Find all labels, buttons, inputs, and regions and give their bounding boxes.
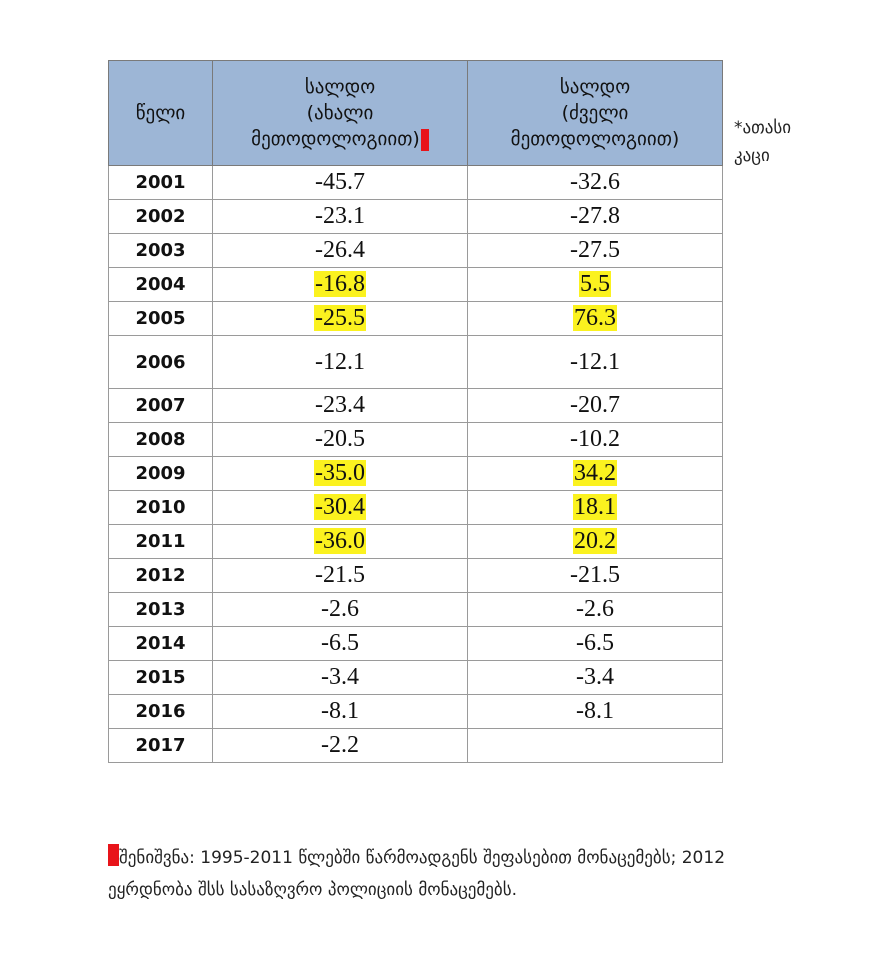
header-year: წელი — [109, 61, 213, 166]
old-methodology-cell — [468, 336, 723, 389]
header-new-methodology: სალდო (ახალი მეთოდოლოგიით) — [213, 61, 468, 166]
year-cell: 2010 — [109, 491, 213, 525]
table-row — [109, 525, 723, 559]
value-text: -23.4 — [315, 392, 365, 418]
year-cell: 2003 — [109, 234, 213, 268]
value-text: -3.4 — [576, 664, 614, 690]
new-methodology-cell — [213, 491, 468, 525]
value-text: -36.0 — [315, 528, 365, 554]
value-text: -35.0 — [315, 460, 365, 486]
footnote-line2 — [108, 874, 888, 906]
old-methodology-cell — [468, 627, 723, 661]
year-cell: 2013 — [109, 593, 213, 627]
value-text: -32.6 — [570, 169, 620, 195]
new-methodology-cell — [213, 457, 468, 491]
value-text: -10.2 — [570, 426, 620, 452]
old-methodology-cell — [468, 729, 723, 763]
new-methodology-cell — [213, 268, 468, 302]
old-methodology-cell — [468, 268, 723, 302]
migration-balance-table — [108, 60, 723, 763]
value-text: -12.1 — [570, 348, 620, 375]
new-methodology-cell — [213, 661, 468, 695]
year-cell: 2004 — [109, 268, 213, 302]
year-cell: 2016 — [109, 695, 213, 729]
table-row — [109, 593, 723, 627]
red-marker — [108, 844, 119, 866]
header-new-methodology-line3: მეთოდოლოგიით) — [251, 128, 420, 150]
footnote-line1 — [108, 842, 888, 874]
new-methodology-cell — [213, 336, 468, 389]
table-row — [109, 200, 723, 234]
old-methodology-cell — [468, 234, 723, 268]
year-cell: 2015 — [109, 661, 213, 695]
new-methodology-cell — [213, 200, 468, 234]
value-text: -45.7 — [315, 169, 365, 195]
value-text: -25.5 — [315, 305, 365, 331]
value-text: -23.1 — [315, 203, 365, 229]
table-row — [109, 302, 723, 336]
table-row — [109, 389, 723, 423]
table-row — [109, 627, 723, 661]
red-marker — [421, 129, 429, 151]
table-row — [109, 661, 723, 695]
table-row — [109, 268, 723, 302]
value-text: -30.4 — [315, 494, 365, 520]
table-row — [109, 336, 723, 389]
value-text: -21.5 — [570, 562, 620, 588]
value-text: -6.5 — [321, 630, 359, 656]
table-row — [109, 729, 723, 763]
year-cell: 2011 — [109, 525, 213, 559]
new-methodology-cell — [213, 302, 468, 336]
new-methodology-cell — [213, 593, 468, 627]
new-methodology-cell — [213, 729, 468, 763]
year-cell: 2017 — [109, 729, 213, 763]
old-methodology-cell — [468, 695, 723, 729]
value-text: -12.1 — [315, 348, 365, 375]
new-methodology-cell — [213, 695, 468, 729]
footnote-line1-text: შენიშვნა: 1995-2011 წლებში წარმოადგენს შეფასებით მონაცემებს; 2012 — [119, 848, 726, 868]
year-cell: 2005 — [109, 302, 213, 336]
year-cell: 2012 — [109, 559, 213, 593]
value-text: -26.4 — [315, 237, 365, 263]
value-text: -27.8 — [570, 203, 620, 229]
year-cell: 2007 — [109, 389, 213, 423]
value-text: -8.1 — [321, 698, 359, 724]
new-methodology-cell — [213, 166, 468, 200]
old-methodology-cell — [468, 525, 723, 559]
unit-note — [734, 114, 791, 170]
new-methodology-cell — [213, 627, 468, 661]
table-row — [109, 234, 723, 268]
year-cell: 2014 — [109, 627, 213, 661]
old-methodology-cell — [468, 593, 723, 627]
new-methodology-cell — [213, 423, 468, 457]
value-text: 76.3 — [574, 305, 616, 331]
value-text: -2.6 — [576, 596, 614, 622]
old-methodology-cell — [468, 166, 723, 200]
new-methodology-cell — [213, 559, 468, 593]
table-row — [109, 457, 723, 491]
table-row — [109, 423, 723, 457]
table-row — [109, 166, 723, 200]
unit-note-line1: *ათასი — [734, 118, 792, 138]
year-cell: 2006 — [109, 336, 213, 389]
table-body — [109, 166, 723, 763]
table-header-row — [109, 61, 723, 166]
value-text: -20.5 — [315, 426, 365, 452]
year-cell: 2001 — [109, 166, 213, 200]
value-text: -27.5 — [570, 237, 620, 263]
old-methodology-cell — [468, 389, 723, 423]
old-methodology-cell — [468, 457, 723, 491]
unit-note-line2: კაცი — [734, 146, 770, 166]
value-text: -16.8 — [315, 271, 365, 297]
value-text: 34.2 — [574, 460, 616, 486]
old-methodology-cell — [468, 661, 723, 695]
header-old-methodology: სალდო (ძველი მეთოდოლოგიით) — [468, 61, 723, 166]
footnote-line2-text: ეყრდნობა შსს სასაზღვრო პოლიციის მონაცემებს. — [108, 880, 518, 900]
year-cell: 2002 — [109, 200, 213, 234]
value-text: -3.4 — [321, 664, 359, 690]
old-methodology-cell — [468, 423, 723, 457]
table-row — [109, 695, 723, 729]
value-text: -2.2 — [321, 732, 359, 758]
table-row — [109, 491, 723, 525]
new-methodology-cell — [213, 234, 468, 268]
footnote — [108, 842, 888, 906]
new-methodology-cell — [213, 525, 468, 559]
year-cell: 2008 — [109, 423, 213, 457]
new-methodology-cell — [213, 389, 468, 423]
year-cell: 2009 — [109, 457, 213, 491]
value-text: -20.7 — [570, 392, 620, 418]
table-row — [109, 559, 723, 593]
value-text: 5.5 — [580, 271, 610, 297]
value-text: 20.2 — [574, 528, 616, 554]
value-text: -2.6 — [321, 596, 359, 622]
old-methodology-cell — [468, 491, 723, 525]
value-text: 18.1 — [574, 494, 616, 520]
value-text: -21.5 — [315, 562, 365, 588]
old-methodology-cell — [468, 200, 723, 234]
value-text: -6.5 — [576, 630, 614, 656]
value-text: -8.1 — [576, 698, 614, 724]
old-methodology-cell — [468, 559, 723, 593]
old-methodology-cell — [468, 302, 723, 336]
